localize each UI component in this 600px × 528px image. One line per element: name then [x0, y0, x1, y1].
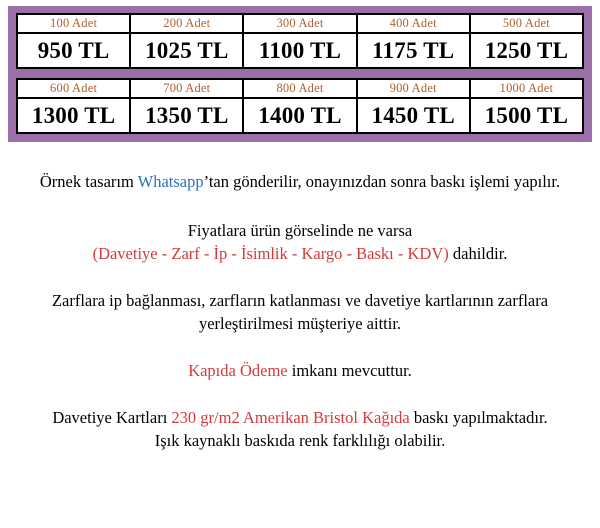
note-design-whatsapp — [10, 170, 590, 193]
quantity-label: 900 Adet — [358, 80, 469, 99]
price-cell — [471, 13, 584, 69]
price-cell — [16, 78, 131, 134]
note-text: Fiyatlara ürün görselinde ne varsa — [187, 221, 413, 240]
note-text: ’tan gönderilir, onayınızdan sonra baskı işlemi yapılır. — [203, 172, 561, 191]
quantity-label: 500 Adet — [471, 15, 582, 34]
quantity-label: 100 Adet — [18, 15, 129, 34]
price-cell — [131, 78, 244, 134]
cash-on-delivery-highlight: Kapıda Ödeme — [188, 361, 288, 380]
quantity-label: 1000 Adet — [471, 80, 582, 99]
quantity-label: 800 Adet — [244, 80, 355, 99]
price-cell — [131, 13, 244, 69]
quantity-label: 400 Adet — [358, 15, 469, 34]
price-value: 1350 TL — [145, 103, 229, 128]
price-value: 1250 TL — [484, 38, 569, 63]
pricing-panel — [8, 6, 592, 142]
price-cell — [244, 13, 357, 69]
quantity-label: 600 Adet — [18, 80, 129, 99]
price-value: 1500 TL — [484, 103, 569, 128]
price-value: 1100 TL — [258, 38, 342, 63]
price-cell — [358, 78, 471, 134]
includes-highlight: (Davetiye - Zarf - İp - İsimlik - Kargo - Baskı - KDV) — [92, 244, 449, 263]
price-value: 1450 TL — [371, 103, 455, 128]
note-text: Işık kaynaklı baskıda renk farklılığı olabilir. — [154, 431, 446, 450]
note-text: Zarflara ip bağlanması, zarfların katlanması ve davetiye kartlarının zarflara — [51, 291, 549, 310]
quantity-label: 200 Adet — [131, 15, 242, 34]
note-text: Davetiye Kartları — [52, 408, 172, 427]
price-cell — [471, 78, 584, 134]
price-value: 1025 TL — [145, 38, 229, 63]
note-customer-responsibility — [10, 289, 590, 335]
notes-section — [0, 142, 600, 452]
note-text: imkanı mevcuttur. — [287, 361, 412, 380]
note-cash-on-delivery — [10, 359, 590, 382]
note-text: dahildir. — [448, 244, 508, 263]
quantity-label: 700 Adet — [131, 80, 242, 99]
note-text: Örnek tasarım — [39, 172, 138, 191]
price-cell — [244, 78, 357, 134]
note-paper-type — [10, 406, 590, 452]
note-text: yerleştirilmesi müşteriye aittir. — [198, 314, 402, 333]
price-value: 1300 TL — [31, 103, 116, 128]
whatsapp-highlight: Whatsapp — [137, 172, 204, 191]
pricing-row — [16, 13, 584, 69]
price-cell — [16, 13, 131, 69]
note-text: baskı yapılmaktadır. — [409, 408, 548, 427]
paper-highlight: 230 gr/m2 Amerikan Bristol Kağıda — [171, 408, 410, 427]
quantity-label: 300 Adet — [244, 15, 355, 34]
note-price-includes — [10, 219, 590, 265]
price-cell — [358, 13, 471, 69]
pricing-row — [16, 78, 584, 134]
price-value: 1175 TL — [372, 38, 455, 63]
price-value: 950 TL — [37, 38, 110, 63]
price-value: 1400 TL — [258, 103, 342, 128]
